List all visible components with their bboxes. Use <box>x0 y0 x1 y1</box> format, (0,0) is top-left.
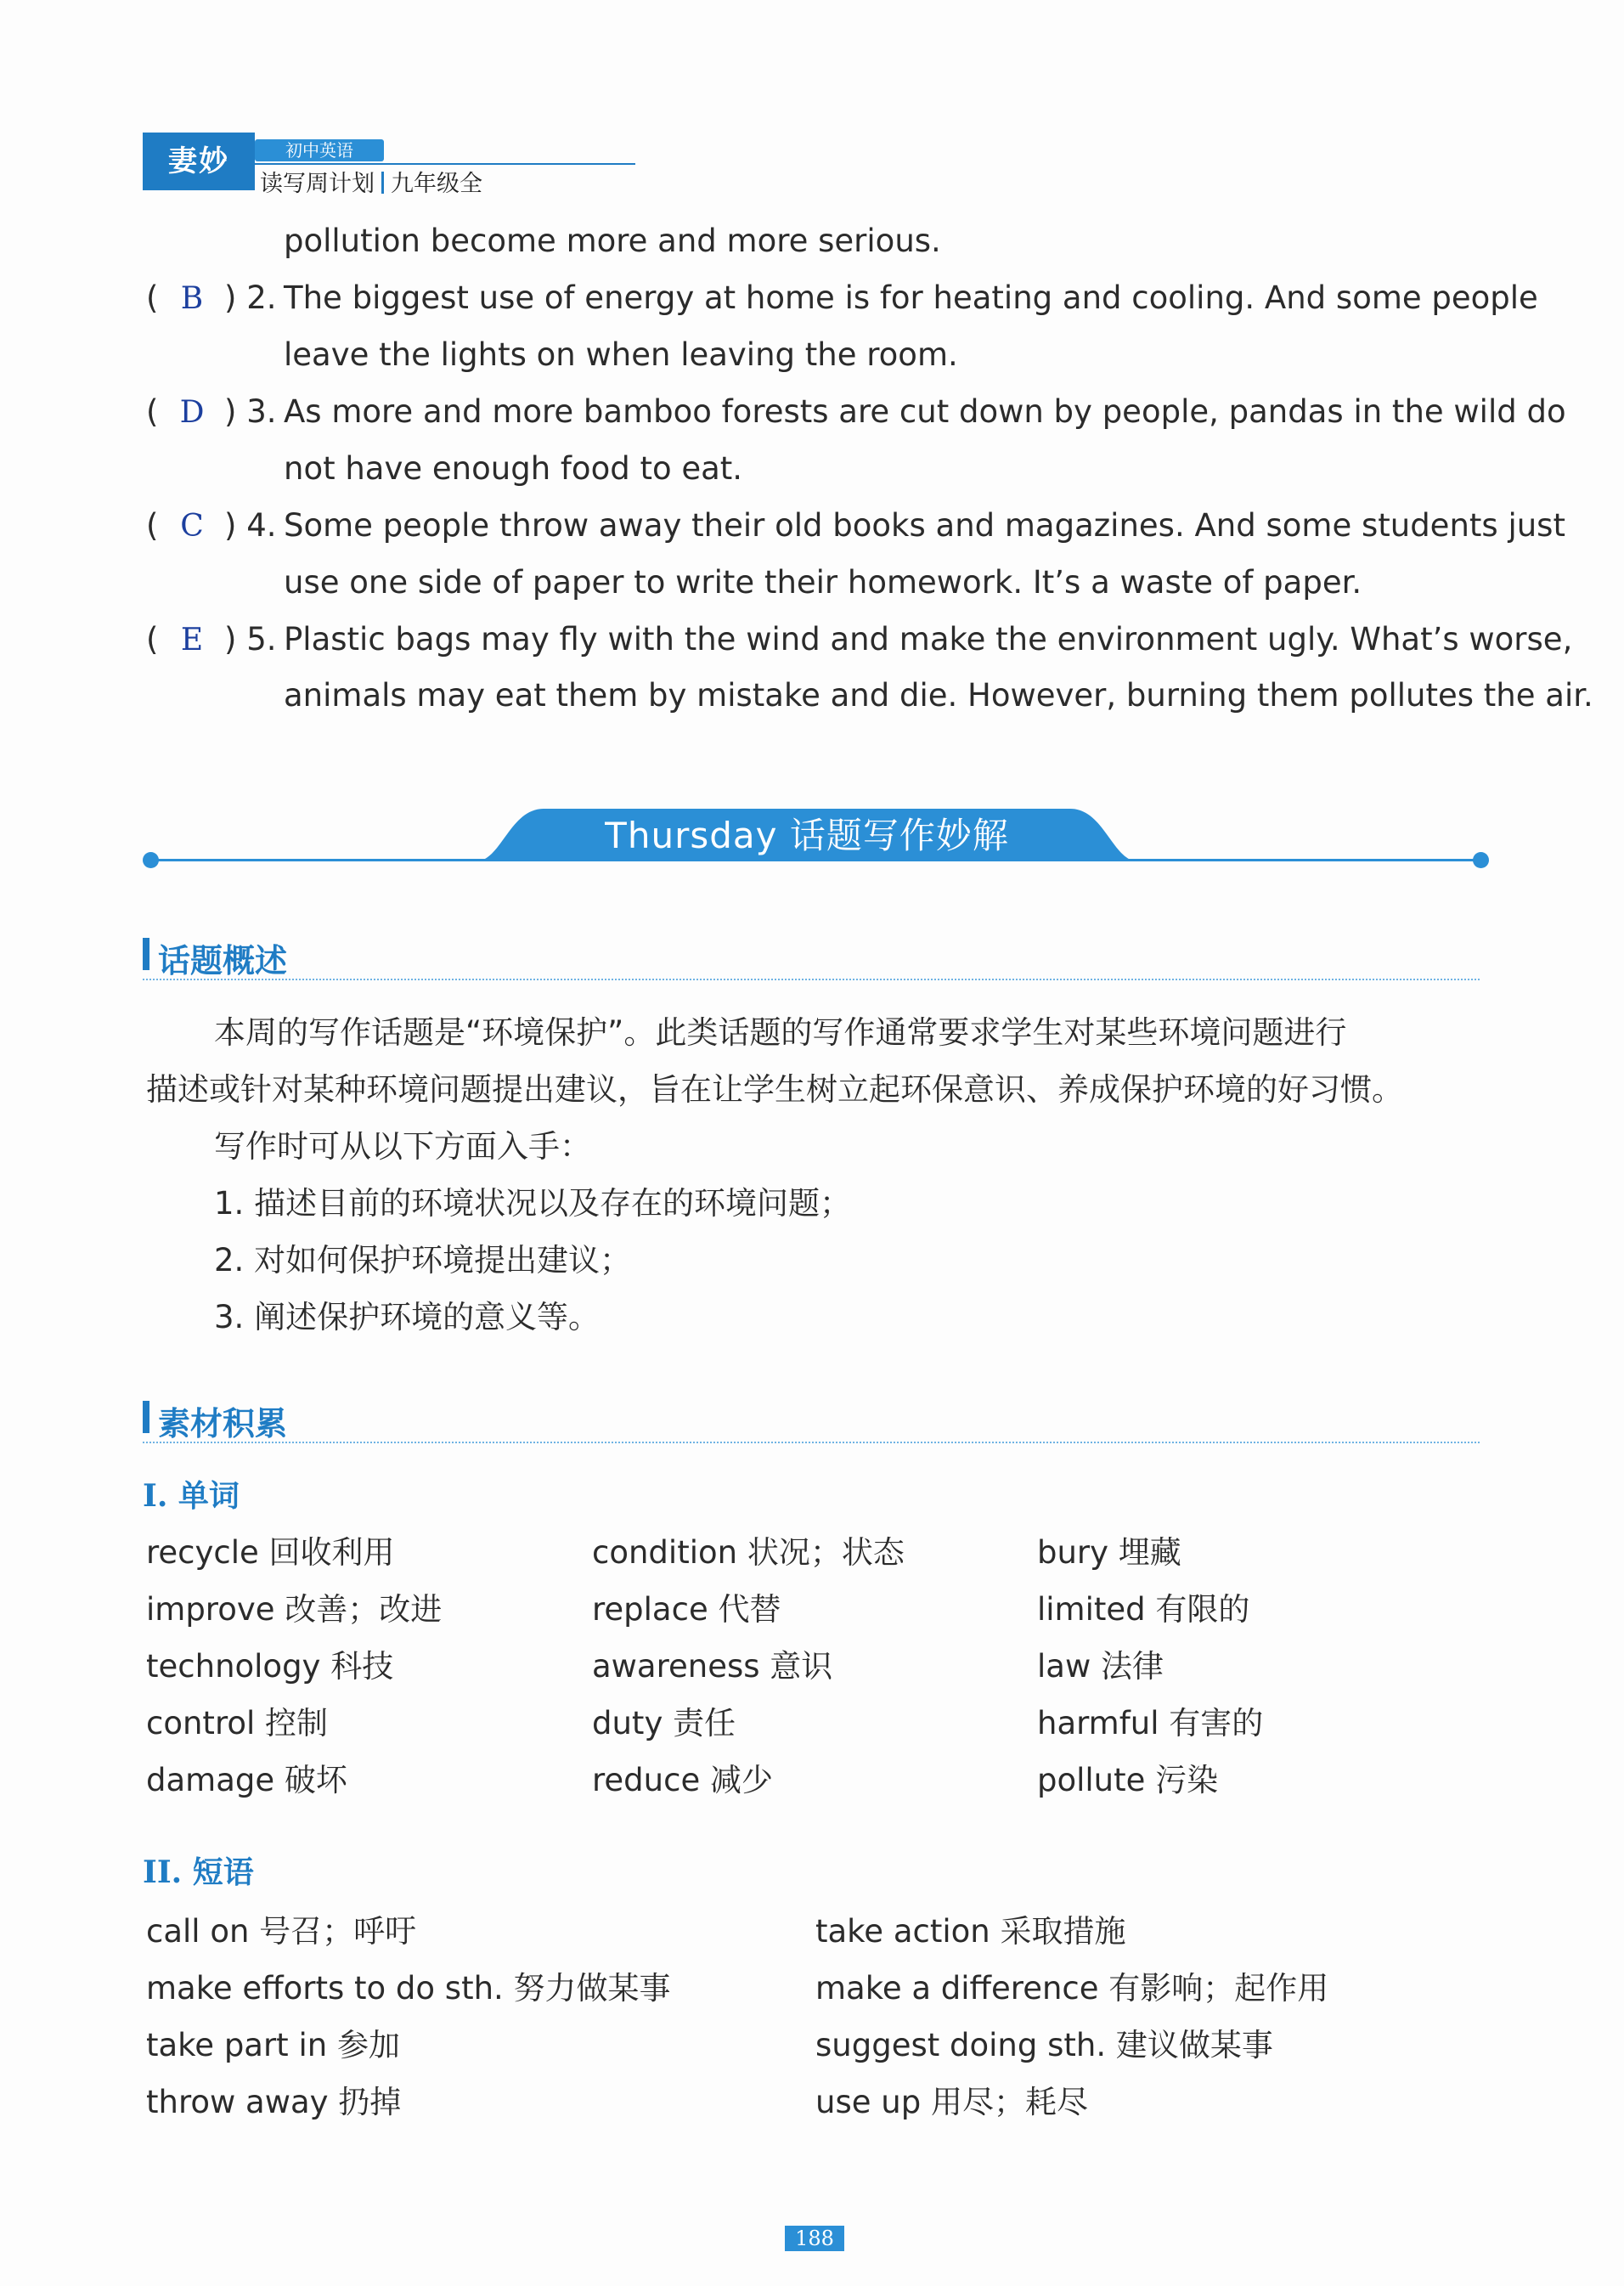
answer-5: E <box>180 623 204 658</box>
answer-3: D <box>179 395 205 430</box>
question-text-line2: not have enough food to eat. <box>284 450 743 487</box>
vocab-word: condition 状况；状态 <box>592 1534 905 1571</box>
question-1-continuation: pollution become more and more serious. <box>284 223 941 259</box>
question-text-line1: The biggest use of energy at home is for heating and cooling. And some people <box>284 279 1538 316</box>
banner-dot-left <box>143 852 159 868</box>
vocab-word: technology 科技 <box>146 1648 394 1685</box>
subject-badge: 初中英语 <box>255 139 384 161</box>
page-number: 188 <box>785 2226 844 2251</box>
overview-paragraph-line1: 本周的写作话题是“环境保护”。此类话题的写作通常要求学生对某些环境问题进行 <box>214 1014 1347 1051</box>
vocab-phrase: call on 号召；呼吁 <box>146 1913 417 1950</box>
dotted-divider <box>143 979 1480 980</box>
vocab-word: control 控制 <box>146 1705 329 1741</box>
section-banner-title: Thursday 话题写作妙解 <box>605 815 1009 856</box>
overview-paragraph-line2: 描述或针对某种环境问题提出建议，旨在让学生树立起环保意识、养成保护环境的好习惯。 <box>146 1071 1403 1108</box>
heading-bar <box>143 938 149 970</box>
question-text-line1: Plastic bags may fly with the wind and make the environment ugly. What’s worse, <box>284 621 1573 658</box>
dotted-divider <box>143 1442 1480 1443</box>
series-divider <box>381 172 384 194</box>
vocab-word: improve 改善；改进 <box>146 1591 443 1628</box>
vocab-phrase: suggest doing sth. 建议做某事 <box>815 2027 1273 2063</box>
question-number: ) 4. <box>224 507 277 544</box>
vocab-word: awareness 意识 <box>592 1648 833 1685</box>
vocab-phrase: take action 采取措施 <box>815 1913 1126 1950</box>
series-name: 读写周计划 <box>260 171 375 197</box>
brand-logo: 妻妙 <box>143 133 255 190</box>
question-text-line1: As more and more bamboo forests are cut down by people, pandas in the wild do <box>284 393 1566 430</box>
heading-bar <box>143 1401 149 1433</box>
question-text-line2: leave the lights on when leaving the room. <box>284 336 958 373</box>
vocab-phrase: take part in 参加 <box>146 2027 400 2063</box>
overview-point-2: 2. 对如何保护环境提出建议； <box>214 1242 632 1278</box>
vocab-phrase: throw away 扔掉 <box>146 2084 402 2120</box>
open-paren: ( <box>146 393 159 430</box>
question-number: ) 5. <box>224 621 277 658</box>
open-paren: ( <box>146 621 159 658</box>
overview-point-3: 3. 阐述保护环境的意义等。 <box>214 1299 601 1335</box>
banner-dot-right <box>1473 852 1489 868</box>
overview-paragraph-2: 写作时可从以下方面入手： <box>214 1128 591 1165</box>
question-number: ) 2. <box>224 279 277 316</box>
vocab-word: limited 有限的 <box>1037 1591 1250 1628</box>
vocab-word: pollute 污染 <box>1037 1762 1219 1798</box>
vocab-word: recycle 回收利用 <box>146 1534 395 1571</box>
answer-4: C <box>180 509 204 544</box>
question-text-line1: Some people throw away their old books and magazines. And some students just <box>284 507 1565 544</box>
vocab-phrase: make efforts to do sth. 努力做某事 <box>146 1970 671 2007</box>
vocab-word: duty 责任 <box>592 1705 736 1741</box>
book-brand-header <box>143 133 498 197</box>
question-number: ) 3. <box>224 393 277 430</box>
vocab-word: harmful 有害的 <box>1037 1705 1264 1741</box>
question-text-line2: use one side of paper to write their homework. It’s a waste of paper. <box>284 564 1362 601</box>
vocab-word: replace 代替 <box>592 1591 781 1628</box>
grade-label: 九年级全 <box>391 171 482 197</box>
open-paren: ( <box>146 279 159 316</box>
vocab-word: reduce 减少 <box>592 1762 773 1798</box>
overview-heading-label: 话题概述 <box>158 942 288 979</box>
vocab-word: law 法律 <box>1037 1648 1164 1685</box>
answer-2: B <box>180 281 204 316</box>
vocab-word: damage 破坏 <box>146 1762 347 1798</box>
vocab-phrase: use up 用尽；耗尽 <box>815 2084 1088 2120</box>
question-text-line2: animals may eat them by mistake and die. However, burning them pollutes the air. <box>284 677 1593 714</box>
phrases-heading: II. 短语 <box>143 1854 254 1890</box>
vocab-phrase: make a difference 有影响；起作用 <box>815 1970 1329 2007</box>
vocab-word: bury 埋藏 <box>1037 1534 1181 1571</box>
materials-heading-label: 素材积累 <box>158 1405 288 1442</box>
words-heading: I. 单词 <box>143 1478 240 1514</box>
overview-point-1: 1. 描述目前的环境状况以及存在的环境问题； <box>214 1185 852 1222</box>
open-paren: ( <box>146 507 159 544</box>
series-title <box>260 165 482 198</box>
